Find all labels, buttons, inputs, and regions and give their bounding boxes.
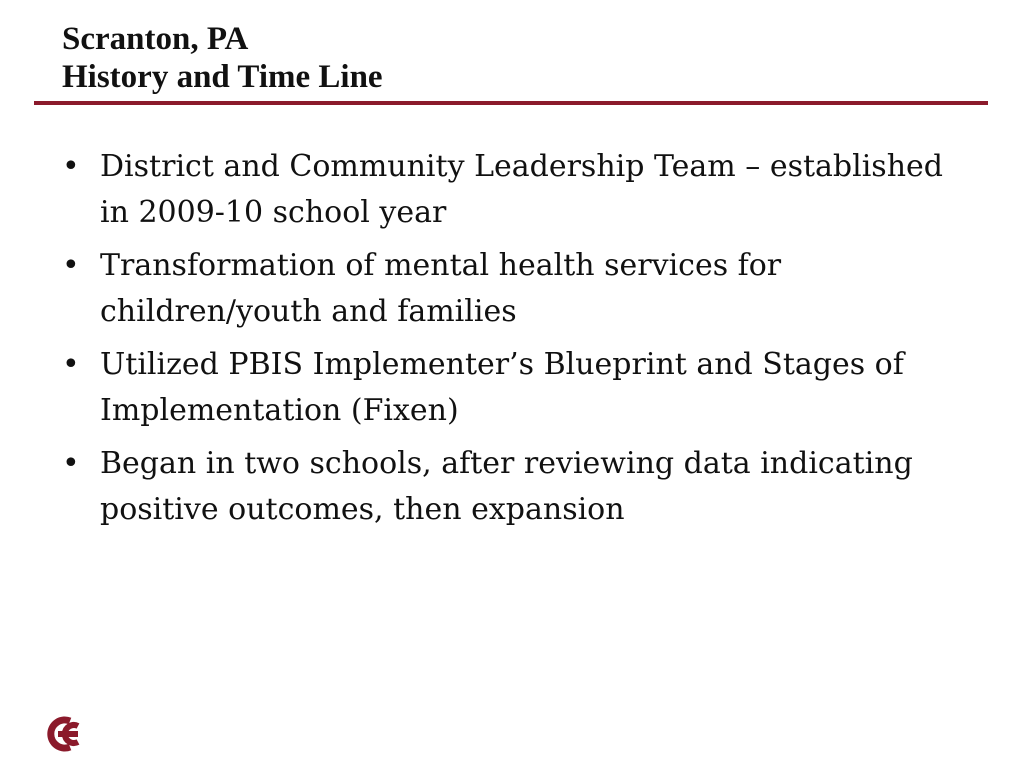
logo-graphic	[40, 712, 84, 756]
double-c-logo-icon	[40, 712, 84, 756]
bullet-text: Began in two schools, after reviewing data indicating positive outcomes, then expansion	[100, 446, 913, 527]
bullet-marker: •	[62, 347, 80, 382]
title-line-2: History and Time Line	[62, 59, 383, 95]
title-underline-rule	[34, 101, 988, 105]
bullet-text: District and Community Leadership Team – established in 2009-10 school year	[100, 149, 943, 230]
bullet-text: Transformation of mental health services for children/youth and families	[100, 248, 782, 329]
bullet-item	[58, 144, 958, 236]
bullet-item	[58, 441, 958, 533]
bullet-text: Utilized PBIS Implementer’s Blueprint and Stages of Implementation (Fixen)	[100, 347, 904, 428]
bullet-marker: •	[62, 248, 80, 283]
bullet-item	[58, 243, 958, 335]
bullet-marker: •	[62, 149, 80, 184]
bullet-marker: •	[62, 446, 80, 481]
slide-title	[62, 20, 962, 96]
title-line-1: Scranton, PA	[62, 21, 249, 57]
bullet-list	[58, 144, 958, 540]
bullet-item	[58, 342, 958, 434]
